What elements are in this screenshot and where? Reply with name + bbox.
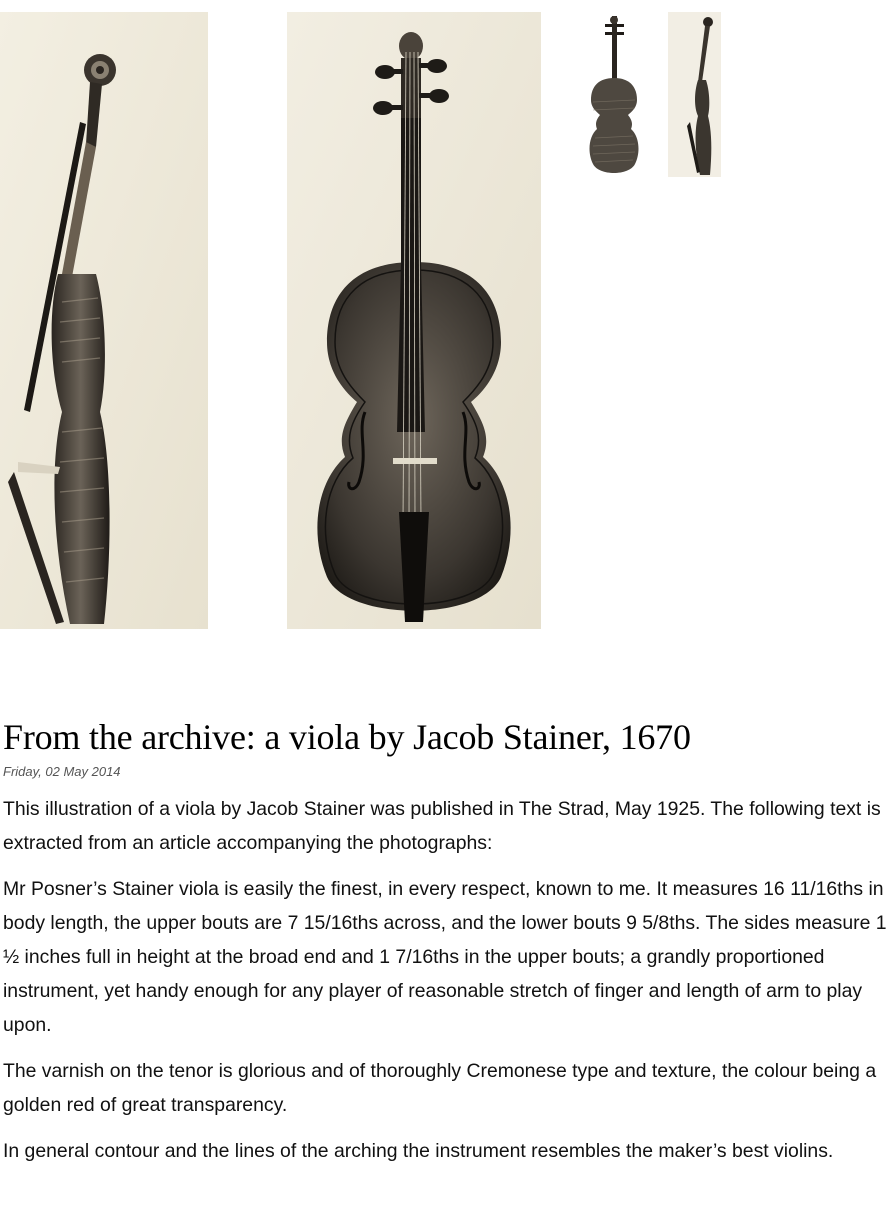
article-paragraph: In general contour and the lines of the arching the instrument resembles the maker’s best violins. xyxy=(3,1140,834,1162)
viola-side-thumbnail[interactable] xyxy=(668,12,721,177)
article-paragraph: Mr Posner’s Stainer viola is easily the finest, in every respect, known to me. It measures 16 11/16ths in body length, the upper bouts are 7 15/16ths across, and the lower bouts 9 5/8ths. The sides measure 1 ½ inches full in height at the broad end and 1 7/16ths in the upper bouts; a grandly proportioned instrument, yet handy enough for any player of reasonable stretch of finger and length of arm to play upon. xyxy=(3,878,887,1036)
viola-side-profile-image xyxy=(0,12,208,629)
viola-front-view-image xyxy=(287,12,541,629)
article xyxy=(3,712,889,1180)
article-paragraph: The varnish on the tenor is glorious and of thoroughly Cremonese type and texture, the colour being a golden red of great transparency. xyxy=(3,1060,877,1116)
viola-front-thumbnail[interactable] xyxy=(583,12,646,177)
article-title: From the archive: a viola by Jacob Stainer, 1670 xyxy=(3,717,691,757)
article-paragraph: This illustration of a viola by Jacob Stainer was published in The Strad, May 1925. The following text is extracted from an article accompanying the photographs: xyxy=(3,798,881,854)
article-date: Friday, 02 May 2014 xyxy=(3,764,121,779)
